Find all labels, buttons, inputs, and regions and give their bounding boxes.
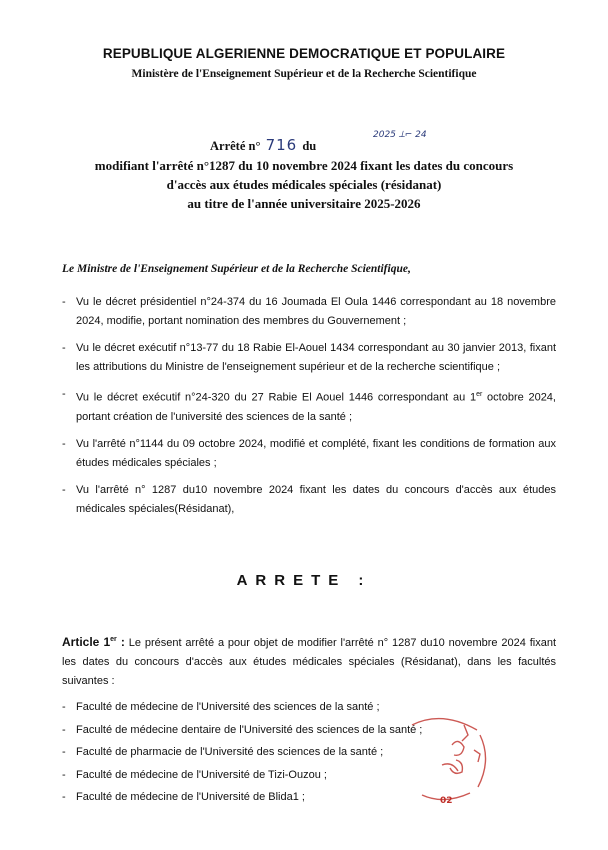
minister-line: Le Ministre de l'Enseignement Supérieur et de la Recherche Scientifique, [62,263,411,275]
article-label-sup: er [110,636,117,643]
faculty-item: - Faculté de médecine de l'Université de Tizi-Ouzou ; [62,764,556,787]
decree-number-line [210,136,316,154]
considerations-list [62,293,556,527]
decree-title [40,156,568,213]
article-label-colon: : [116,635,125,649]
decree-title-line: d'accès aux études médicales spéciales (résidanat) [166,177,442,192]
faculty-item: - Faculté de médecine de l'Université des sciences de la santé ; [62,696,556,719]
article-label [62,635,125,649]
ministry-header: Ministère de l'Enseignement Supérieur et de la Recherche Scientifique [131,68,477,80]
article-label-text: Article 1 [62,635,111,649]
decree-title-line: modifiant l'arrêté n°1287 du 10 novembre 2024 fixant les dates du concours [94,158,514,173]
article-text: Le présent arrêté a pour objet de modifier l'arrêté n° 1287 du10 novembre 2024 fixant les dates du concours d'accès aux études médicales spéciales (Résidanat), dans les facultés suivantes : [62,637,556,687]
official-stamp-seal [392,705,496,809]
republic-header: REPUBLIQUE ALGERIENNE DEMOCRATIQUE ET POPULAIRE [102,46,506,61]
stamp-number: 02 [440,796,453,806]
consideration-item: - Vu le décret présidentiel n°24-374 du 16 Joumada El Oula 1446 correspondant au 18 novembre 2024, modifie, portant nomination des membres du Gouvernement ; [62,293,556,331]
faculty-item: - Faculté de médecine dentaire de l'Université des sciences de la santé ; [62,719,556,742]
decree-date-handwritten: 2025 ⟂⌐ 24 [373,130,427,140]
decree-title-line: au titre de l'année universitaire 2025-2026 [187,196,421,211]
decree-du: du [302,139,317,153]
consideration-item [62,385,556,427]
consideration-item: - Vu l'arrêté n° 1287 du10 novembre 2024 fixant les dates du concours d'accès aux études médicales spéciales(Résidanat), [62,481,556,519]
consideration-item: - Vu le décret exécutif n°13-77 du 18 Rabie El-Aouel 1434 correspondant au 30 janvier 2013, fixant les attributions du Ministre de l'enseignement supérieur et de la recherche scientifique ; [62,339,556,377]
faculty-item: - Faculté de médecine de l'Université de Blida1 ; [62,786,556,809]
arrete-heading: ARRETE : [236,572,372,589]
consideration-text: octobre 2024, portant création de l'université des sciences de la santé ; [76,391,556,423]
consideration-item: - Vu l'arrêté n°1144 du 09 octobre 2024, modifié et complété, fixant les conditions de formation aux études médicales spéciales ; [62,435,556,473]
decree-prefix: Arrêté n° [210,139,261,153]
article-1 [62,630,556,691]
consideration-sup: er [476,391,483,398]
consideration-text: Vu le décret exécutif n°24-320 du 27 Rabie El Aouel 1446 correspondant au 1 [76,391,477,404]
faculty-item: - Faculté de pharmacie de l'Université des sciences de la santé ; [62,741,556,764]
decree-number-handwritten: 716 [265,136,298,154]
